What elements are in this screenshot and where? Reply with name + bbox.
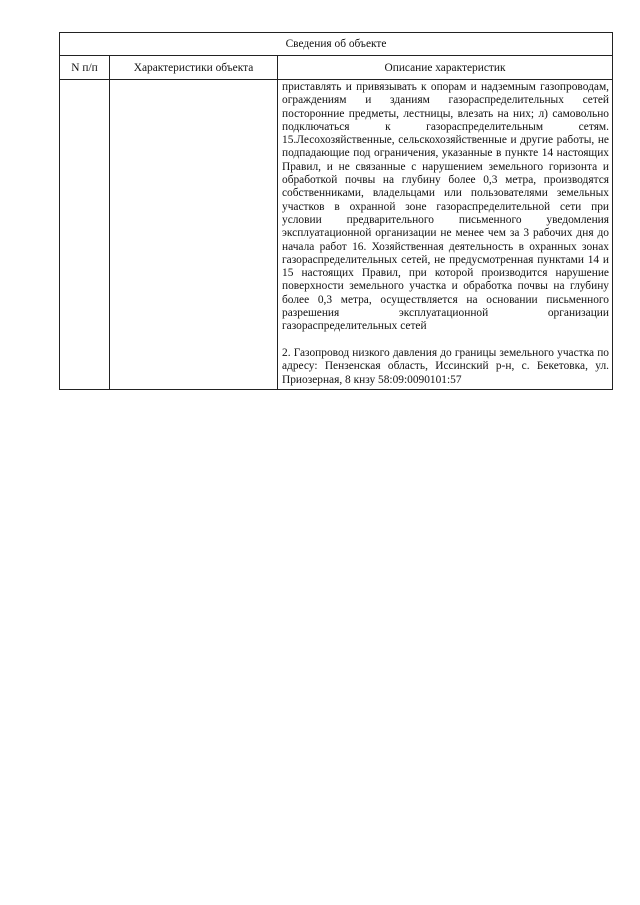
column-header-number: N п/п [60, 56, 110, 80]
paragraph-spacer [282, 334, 609, 347]
description-paragraph-2: 2. Газопровод низкого давления до границы земельного участка по адресу: Пензенская область, Иссинский р-н, с. Бекетовка, ул. Приозерная, 8 кнзу 58:09:0090101:57 [282, 346, 609, 386]
cell-number [60, 80, 110, 390]
cell-description [278, 80, 613, 390]
table-title: Сведения об объекте [60, 33, 613, 56]
table-row [60, 80, 613, 390]
table-header-row [60, 56, 613, 80]
cell-characteristics [110, 80, 278, 390]
description-paragraph-1: приставлять и привязывать к опорам и надземным газопроводам, ограждениям и зданиям газораспределительных сетей посторонние предметы, лестницы, влезать на них; л) самовольно подключаться к газораспределительным сетям. 15.Лесохозяйственные, сельскохозяйственные и другие работы, не подпадающие под ограничения, указанные в пункте 14 настоящих Правил, и не связанные с нарушением земельного горизонта и обработкой почвы на глубину более 0,3 метра, производятся собственниками, владельцами или пользователями земельных участков в охранной зоне газораспределительной сети при условии предварительного письменного уведомления эксплуатационной организации не менее чем за 3 рабочих дня до начала работ 16. Хозяйственная деятельность в охранных зонах газораспределительных сетей, не предусмотренная пунктами 14 и 15 настоящих Правил, при которой производится нарушение поверхности земельного участка и обработка почвы на глубину более 0,3 метра, осуществляется на основании письменного разрешения эксплуатационной организации газораспределительных сетей [282, 81, 609, 333]
table-title-row [60, 33, 613, 56]
column-header-description: Описание характеристик [278, 56, 613, 80]
object-info-table [59, 32, 613, 390]
column-header-characteristics: Характеристики объекта [110, 56, 278, 80]
